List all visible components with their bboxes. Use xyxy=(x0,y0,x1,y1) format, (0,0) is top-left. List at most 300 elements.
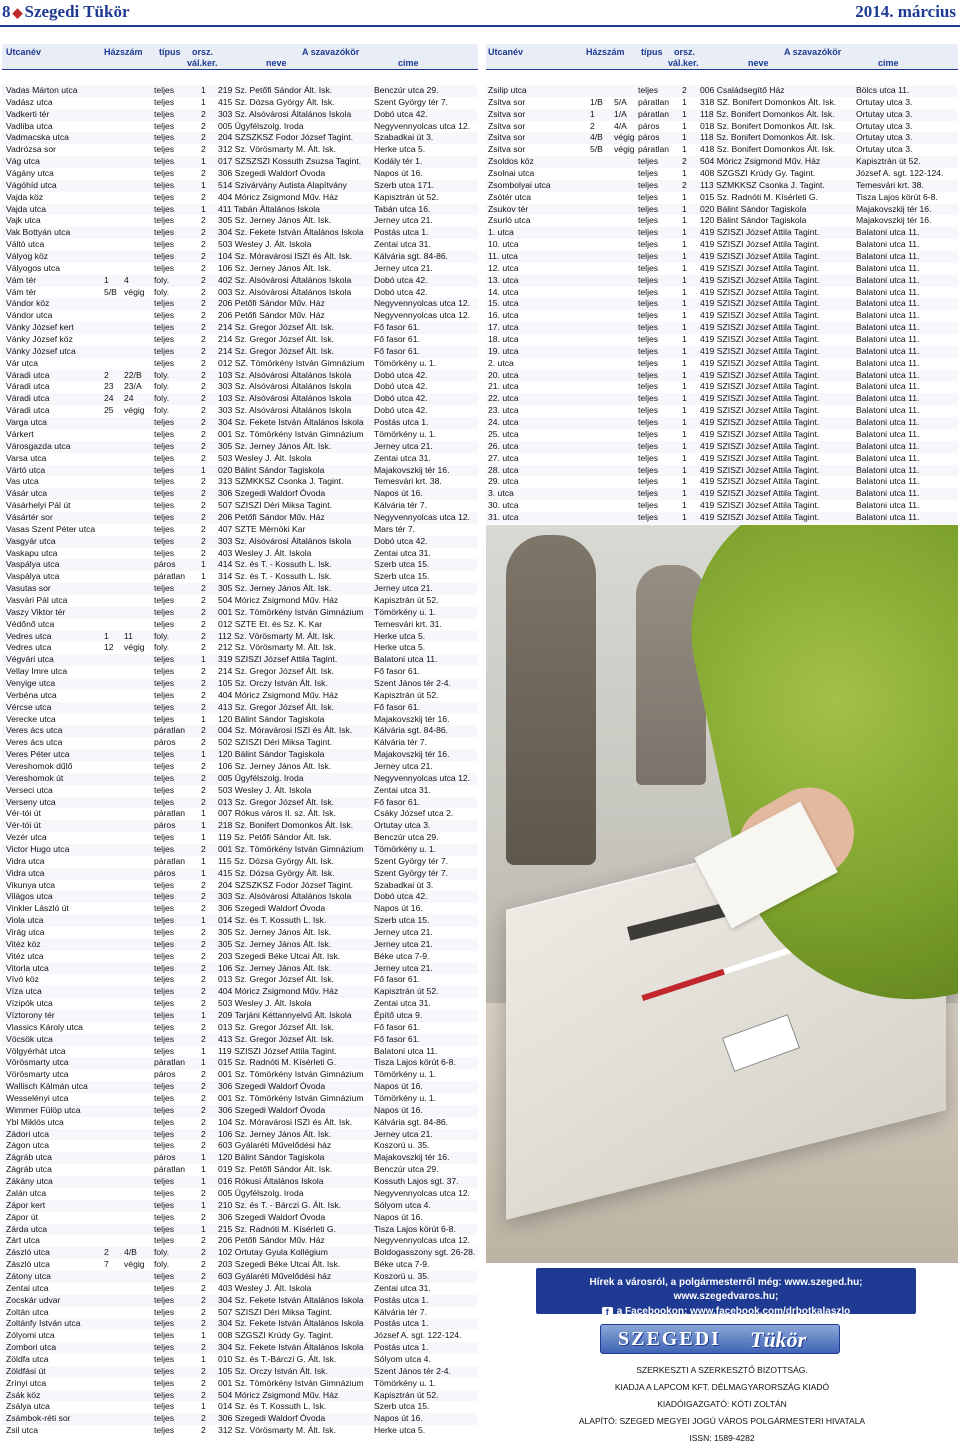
polling-station-address: Fő fasor 61. xyxy=(374,701,420,712)
street-name: Vadkerti tér xyxy=(6,108,50,119)
street-name: Vedres utca xyxy=(6,630,52,641)
electoral-district: 1 xyxy=(682,452,687,463)
electoral-district: 1 xyxy=(682,464,687,475)
house-to: végig xyxy=(124,286,145,297)
polling-station-address: Szerb utca 15. xyxy=(374,559,430,570)
street-name: Völgyérhát utca xyxy=(6,1045,66,1056)
polling-station-address: Szent György tér 7. xyxy=(374,867,449,878)
polling-station-address: Ortutay utca 3. xyxy=(856,144,913,155)
house-to: 11 xyxy=(124,630,133,641)
polling-station-name: 419 SZISZI József Attila Tagint. xyxy=(700,239,820,250)
polling-station-address: Jerney utca 21. xyxy=(374,215,433,226)
table-row xyxy=(2,998,478,1010)
header-district: A szavazókör xyxy=(784,47,842,57)
range-type: teljes xyxy=(154,417,175,428)
table-row xyxy=(2,358,478,370)
electoral-district: 2 xyxy=(201,962,206,973)
range-type: teljes xyxy=(638,262,659,273)
left-column xyxy=(2,44,478,1437)
street-name: Zsitva sor xyxy=(488,144,526,155)
street-name: Vadász utca xyxy=(6,96,53,107)
electoral-district: 2 xyxy=(201,677,206,688)
colophon xyxy=(486,1362,958,1442)
table-row xyxy=(2,287,478,299)
electoral-district: 1 xyxy=(201,749,206,760)
table-row xyxy=(2,1390,478,1402)
range-type: teljes xyxy=(154,1104,175,1115)
header-district-address: címe xyxy=(398,58,419,68)
street-name: Vártó utca xyxy=(6,464,46,475)
polling-station-address: Negyvennyolcas utca 12. xyxy=(374,310,471,321)
table-row xyxy=(486,227,958,239)
electoral-district: 2 xyxy=(201,1247,206,1258)
table-row xyxy=(2,1283,478,1295)
range-type: páratlan xyxy=(154,725,186,736)
electoral-district: 2 xyxy=(201,606,206,617)
polling-station-name: 306 Szegedi Waldorf Óvoda xyxy=(218,488,326,499)
polling-station-address: Kapisztrán út 52. xyxy=(374,594,439,605)
publication-name: Szegedi Tükör xyxy=(24,2,130,21)
polling-station-name: 306 Szegedi Waldorf Óvoda xyxy=(218,1104,326,1115)
table-row xyxy=(486,97,958,109)
street-name: Zsitva sor xyxy=(488,96,526,107)
street-name: Vércse utca xyxy=(6,701,52,712)
electoral-district: 2 xyxy=(201,1116,206,1127)
polling-station-address: Kodály tér 1. xyxy=(374,156,423,167)
polling-station-name: 112 Sz. Vörösmarty M. Ált. Isk. xyxy=(218,630,336,641)
house-from: 4/B xyxy=(590,132,603,143)
street-name: Zsolnai utca xyxy=(488,168,535,179)
polling-station-address: Majakovszkij tér 16. xyxy=(856,215,932,226)
electoral-district: 1 xyxy=(201,203,206,214)
polling-station-address: Ortutay utca 3. xyxy=(856,132,913,143)
polling-station-address: Postás utca 1. xyxy=(374,1318,429,1329)
electoral-district: 2 xyxy=(201,1021,206,1032)
range-type: teljes xyxy=(154,1093,175,1104)
table-row xyxy=(2,939,478,951)
electoral-district: 1 xyxy=(201,867,206,878)
electoral-district: 1 xyxy=(682,310,687,321)
polling-station-name: 214 Sz. Gregor József Ált. Isk. xyxy=(218,334,335,345)
street-name: Zsámbok-réti sor xyxy=(6,1413,71,1424)
polling-station-address: Jerney utca 21. xyxy=(374,927,433,938)
street-name: Zsitva sor xyxy=(488,132,526,143)
table-row xyxy=(2,725,478,737)
polling-station-name: 106 Sz. Jerney János Ált. Isk. xyxy=(218,1128,332,1139)
electoral-district: 1 xyxy=(682,345,687,356)
polling-station-name: 306 Szegedi Waldorf Óvoda xyxy=(218,1211,326,1222)
table-row xyxy=(2,298,478,310)
polling-station-address: Zentai utca 31. xyxy=(374,1282,431,1293)
polling-station-name: 419 SZISZI József Attila Tagint. xyxy=(700,488,820,499)
range-type: teljes xyxy=(154,547,175,558)
range-type: foly. xyxy=(154,1259,170,1270)
polling-station-address: Napos út 16. xyxy=(374,1081,423,1092)
street-name: Veres ács utca xyxy=(6,737,63,748)
electoral-district: 2 xyxy=(201,1104,206,1115)
polling-station-address: József A. sgt. 122-124. xyxy=(374,1330,462,1341)
header-electoral: orsz. xyxy=(192,47,214,57)
left-table-header xyxy=(2,44,478,70)
table-row xyxy=(2,227,478,239)
polling-station-name: 419 SZISZI József Attila Tagint. xyxy=(700,286,820,297)
range-type: páratlan xyxy=(638,96,670,107)
range-type: teljes xyxy=(154,760,175,771)
table-row xyxy=(2,844,478,856)
range-type: teljes xyxy=(154,488,175,499)
range-type: teljes xyxy=(638,156,659,167)
polling-station-name: 306 Szegedi Waldorf Óvoda xyxy=(218,1413,326,1424)
polling-station-address: Napos út 16. xyxy=(374,1211,423,1222)
electoral-district: 2 xyxy=(201,168,206,179)
street-name: Vereshomok út xyxy=(6,772,64,783)
polling-station-name: 411 Tabán Általános Iskola xyxy=(218,203,320,214)
street-name: 24. utca xyxy=(488,417,519,428)
table-row xyxy=(2,808,478,820)
electoral-district: 1 xyxy=(201,571,206,582)
house-from: 1 xyxy=(104,274,109,285)
table-row xyxy=(2,654,478,666)
table-row xyxy=(2,1093,478,1105)
polling-station-name: 507 SZISZI Déri Miksa Tagint. xyxy=(218,500,332,511)
table-row xyxy=(2,583,478,595)
ballot-photo xyxy=(486,525,958,1263)
range-type: teljes xyxy=(154,1294,175,1305)
table-row xyxy=(2,820,478,832)
range-type: teljes xyxy=(638,464,659,475)
range-type: teljes xyxy=(154,891,175,902)
electoral-district: 2 xyxy=(201,500,206,511)
table-row xyxy=(486,215,958,227)
electoral-district: 2 xyxy=(201,903,206,914)
polling-station-name: 203 Szegedi Béke Utcai Ált. Isk. xyxy=(218,1259,341,1270)
electoral-district: 2 xyxy=(201,322,206,333)
range-type: páros xyxy=(154,559,176,570)
polling-station-address: Szabadkai út 3. xyxy=(374,879,434,890)
range-type: foly. xyxy=(154,381,170,392)
street-name: 11. utca xyxy=(488,251,518,262)
table-row xyxy=(2,1034,478,1046)
street-name: Zsitva sor xyxy=(488,120,526,131)
table-row xyxy=(2,785,478,797)
polling-station-address: Szerb utca 15. xyxy=(374,1401,430,1412)
range-type: teljes xyxy=(638,511,659,522)
range-type: teljes xyxy=(154,440,175,451)
polling-station-address: Tömörkény u. 1. xyxy=(374,606,437,617)
polling-station-address: Balatoni utca 11. xyxy=(856,251,920,262)
polling-station-name: 118 Sz. Bonifert Domonkos Ált. Isk. xyxy=(700,108,835,119)
electoral-district: 2 xyxy=(201,1093,206,1104)
polling-station-address: Balatoni utca 11. xyxy=(856,405,920,416)
polling-station-name: 419 SZISZI József Attila Tagint. xyxy=(700,310,820,321)
table-row xyxy=(2,263,478,275)
polling-station-name: 218 Sz. Bonifert Domonkos Ált. Isk. xyxy=(218,820,354,831)
range-type: teljes xyxy=(154,334,175,345)
polling-station-address: Majakovszkij tér 16. xyxy=(856,203,932,214)
table-row xyxy=(486,180,958,192)
electoral-district: 2 xyxy=(201,1389,206,1400)
table-row xyxy=(2,1224,478,1236)
electoral-district: 2 xyxy=(201,1081,206,1092)
electoral-district: 2 xyxy=(682,179,687,190)
polling-station-name: 113 SZMKKSZ Csonka J. Tagint. xyxy=(700,179,825,190)
range-type: teljes xyxy=(638,215,659,226)
table-row xyxy=(2,880,478,892)
electoral-district: 2 xyxy=(201,844,206,854)
street-name: 18. utca xyxy=(488,334,519,345)
street-name: Zsombolyai utca xyxy=(488,179,551,190)
polling-station-name: 408 SZGSZI Krúdy Gy. Tagint. xyxy=(700,168,816,179)
polling-station-address: Szent György tér 7. xyxy=(374,96,449,107)
range-type: foly. xyxy=(154,1247,170,1258)
street-name: Wallisch Kálmán utca xyxy=(6,1081,88,1092)
polling-station-name: 203 Szegedi Béke Utcai Ált. Isk. xyxy=(218,950,341,961)
electoral-district: 2 xyxy=(201,1211,206,1222)
polling-station-name: 005 Ügyfélszolg. Iroda xyxy=(218,772,304,783)
table-row xyxy=(486,465,958,477)
table-row xyxy=(2,132,478,144)
polling-station-name: 419 SZISZI József Attila Tagint. xyxy=(700,476,820,487)
polling-station-address: Balatoni utca 11. xyxy=(856,239,920,250)
range-type: teljes xyxy=(638,381,659,392)
electoral-district: 2 xyxy=(201,1342,206,1353)
polling-station-name: 413 Sz. Gregor József Ált. Isk. xyxy=(218,1033,335,1044)
table-row xyxy=(486,144,958,156)
polling-station-address: Dobó utca 42. xyxy=(374,369,428,380)
polling-station-address: Jerney utca 21. xyxy=(374,962,433,973)
house-from: 24 xyxy=(104,393,114,404)
street-name: Veres ács utca xyxy=(6,725,63,736)
polling-station-name: 514 Szivárvány Autista Alapítvány xyxy=(218,179,347,190)
range-type: teljes xyxy=(154,974,175,985)
page-header-left xyxy=(2,0,130,25)
polling-station-address: Tisza Lajos körút 6-8. xyxy=(856,191,938,202)
polling-station-name: 303 Sz. Alsóvárosi Általános Iskola xyxy=(218,535,352,546)
polling-station-address: Dobó utca 42. xyxy=(374,535,428,546)
electoral-district: 1 xyxy=(201,464,206,475)
table-row xyxy=(2,868,478,880)
polling-station-name: 020 Bálint Sándor Tagiskola xyxy=(700,203,807,214)
colophon-line: KIADÓIGAZGATÓ: KÓTI ZOLTÁN xyxy=(657,1399,787,1409)
polling-station-address: Boldogasszony sgt. 26-28. xyxy=(374,1247,476,1258)
table-row xyxy=(486,287,958,299)
street-name: Várkert xyxy=(6,428,34,439)
polling-station-name: 206 Petőfi Sándor Műv. Ház xyxy=(218,511,325,522)
polling-station-name: 005 Ügyfélszolg. Iroda xyxy=(218,1187,304,1198)
polling-station-address: Koszorú u. 35. xyxy=(374,1140,430,1151)
range-type: teljes xyxy=(638,239,659,250)
header-type: típus xyxy=(159,47,181,57)
polling-station-name: 415 Sz. Dózsa György Ált. Isk. xyxy=(218,867,335,878)
range-type: teljes xyxy=(154,1235,175,1246)
polling-station-name: 015 Sz. Radnóti M. Kísérleti G. xyxy=(218,1057,336,1068)
range-type: teljes xyxy=(154,962,175,973)
street-name: 13. utca xyxy=(488,274,519,285)
table-row xyxy=(2,1200,478,1212)
electoral-district: 2 xyxy=(201,547,206,558)
polling-station-name: 013 Sz. Gregor József Ált. Isk. xyxy=(218,974,335,985)
header-electoral: orsz. xyxy=(674,47,696,57)
header-electoral-sub: vál.ker. xyxy=(668,58,699,68)
polling-station-address: Kálvária sgt. 84-86. xyxy=(374,725,449,736)
electoral-district: 1 xyxy=(682,405,687,416)
electoral-district: 2 xyxy=(201,1377,206,1388)
polling-station-address: Tömörkény u. 1. xyxy=(374,428,437,439)
polling-station-address: Kapisztrán út 52. xyxy=(374,689,439,700)
range-type: teljes xyxy=(638,345,659,356)
electoral-district: 1 xyxy=(201,820,206,831)
electoral-district: 2 xyxy=(201,1282,206,1293)
table-row xyxy=(2,393,478,405)
range-type: teljes xyxy=(154,1128,175,1139)
street-name: Zocskár udvar xyxy=(6,1294,61,1305)
polling-station-name: 103 Sz. Alsóvárosi Általános Iskola xyxy=(218,393,352,404)
table-row xyxy=(486,405,958,417)
electoral-district: 1 xyxy=(682,96,687,107)
electoral-district: 2 xyxy=(201,772,206,783)
range-type: teljes xyxy=(154,677,175,688)
polling-station-address: Balatoni utca 11. xyxy=(374,654,438,665)
polling-station-name: 403 Wesley J. Ált. Iskola xyxy=(218,547,312,558)
table-row xyxy=(2,559,478,571)
polling-station-name: 419 SZISZI József Attila Tagint. xyxy=(700,262,820,273)
polling-station-name: 006 Családsegítő Ház xyxy=(700,85,785,95)
polling-station-name: 104 Sz. Móravárosi ISZI és Ált. Isk. xyxy=(218,1116,353,1127)
table-row xyxy=(486,429,958,441)
range-type: páros xyxy=(154,1152,176,1163)
polling-station-name: 012 SZTE Et. és Sz. K. Kar xyxy=(218,618,323,629)
table-row xyxy=(2,951,478,963)
street-name: Zárt utca xyxy=(6,1235,40,1246)
polling-station-address: Dobó utca 42. xyxy=(374,274,428,285)
polling-station-name: 413 Sz. Gregor József Ált. Isk. xyxy=(218,701,335,712)
polling-station-address: Balatoni utca 11. xyxy=(856,369,920,380)
range-type: foly. xyxy=(154,630,170,641)
polling-station-name: 303 Sz. Alsóvárosi Általános Iskola xyxy=(218,381,352,392)
electoral-district: 2 xyxy=(201,215,206,226)
street-name: Vellay Imre utca xyxy=(6,666,68,677)
range-type: teljes xyxy=(154,85,175,95)
polling-station-address: Balatoni utca 11. xyxy=(856,440,920,451)
street-name: Vidra utca xyxy=(6,867,45,878)
range-type: teljes xyxy=(154,1270,175,1281)
polling-station-name: 304 Sz. Fekete István Általános Iskola xyxy=(218,1318,364,1329)
electoral-district: 1 xyxy=(201,156,206,167)
range-type: teljes xyxy=(154,239,175,250)
polling-station-address: Jerney utca 21. xyxy=(374,440,433,451)
table-row xyxy=(2,891,478,903)
electoral-district: 2 xyxy=(201,1294,206,1305)
polling-station-address: Balatoni utca 11. xyxy=(856,393,920,404)
table-row xyxy=(486,346,958,358)
electoral-district: 1 xyxy=(682,369,687,380)
table-row xyxy=(2,1069,478,1081)
range-type: teljes xyxy=(154,1010,175,1021)
range-type: teljes xyxy=(154,179,175,190)
polling-station-address: Tisza Lajos körút 6-8. xyxy=(374,1057,456,1068)
electoral-district: 1 xyxy=(201,1330,206,1341)
electoral-district: 2 xyxy=(201,891,206,902)
range-type: teljes xyxy=(638,191,659,202)
table-row xyxy=(486,370,958,382)
range-type: páros xyxy=(638,120,660,131)
table-row xyxy=(2,1378,478,1390)
polling-station-name: 115 Sz. Dózsa György Ált. Isk. xyxy=(218,855,334,866)
polling-station-address: Dobó utca 42. xyxy=(374,286,428,297)
polling-station-name: 305 Sz. Jerney János Ált. Isk. xyxy=(218,215,332,226)
range-type: páratlan xyxy=(154,808,186,819)
electoral-district: 2 xyxy=(201,108,206,119)
polling-station-address: Zentai utca 31. xyxy=(374,547,431,558)
range-type: foly. xyxy=(154,405,170,416)
street-name: Városgazda utca xyxy=(6,440,71,451)
street-name: Vasas Szent Péter utca xyxy=(6,523,96,534)
street-name: Váradi utca xyxy=(6,369,50,380)
street-name: Ybl Miklós utca xyxy=(6,1116,64,1127)
polling-station-name: 312 Sz. Vörösmarty M. Ált. Isk. xyxy=(218,1425,336,1436)
range-type: teljes xyxy=(154,523,175,534)
street-name: Zágon utca xyxy=(6,1140,49,1151)
range-type: teljes xyxy=(638,452,659,463)
electoral-district: 2 xyxy=(201,1259,206,1270)
range-type: teljes xyxy=(154,357,175,368)
street-name: Zákány utca xyxy=(6,1176,53,1187)
range-type: teljes xyxy=(154,903,175,914)
electoral-district: 2 xyxy=(201,666,206,677)
range-type: teljes xyxy=(154,784,175,795)
table-row xyxy=(2,334,478,346)
street-name: Zalán utca xyxy=(6,1187,47,1198)
polling-station-name: 106 Sz. Jerney János Ált. Isk. xyxy=(218,760,332,771)
street-name: Vitéz köz xyxy=(6,938,41,949)
polling-station-name: 503 Wesley J. Ált. Iskola xyxy=(218,998,312,1009)
electoral-district: 1 xyxy=(682,428,687,439)
table-row xyxy=(486,132,958,144)
polling-station-address: Szerb utca 171. xyxy=(374,179,435,190)
range-type: teljes xyxy=(638,298,659,309)
polling-station-name: 303 Sz. Alsóvárosi Általános Iskola xyxy=(218,405,352,416)
table-row xyxy=(2,974,478,986)
polling-station-name: 219 Sz. Petőfi Sándor Ált. Isk. xyxy=(218,85,333,95)
street-name: Vezér utca xyxy=(6,832,47,843)
polling-station-name: 403 Wesley J. Ált. Iskola xyxy=(218,1282,312,1293)
electoral-district: 1 xyxy=(682,132,687,143)
street-name: Vasutas sor xyxy=(6,583,51,594)
range-type: teljes xyxy=(154,1176,175,1187)
street-name: Zsálya utca xyxy=(6,1401,50,1412)
electoral-district: 1 xyxy=(682,334,687,345)
electoral-district: 2 xyxy=(201,144,206,155)
table-row xyxy=(486,512,958,524)
street-name: Vér-tói út xyxy=(6,808,41,819)
polling-station-name: 105 Sz. Orczy István Ált. Isk. xyxy=(218,677,328,688)
street-name: Vám tér xyxy=(6,274,37,285)
polling-station-address: Jerney utca 21. xyxy=(374,583,433,594)
polling-station-name: 305 Sz. Jerney János Ált. Isk. xyxy=(218,583,332,594)
table-row xyxy=(486,192,958,204)
street-name: 30. utca xyxy=(488,500,519,511)
electoral-district: 1 xyxy=(682,488,687,499)
electoral-district: 2 xyxy=(201,1306,206,1317)
table-row xyxy=(2,1188,478,1200)
polling-station-address: Benczúr utca 29. xyxy=(374,1164,439,1175)
polling-station-address: Kálvária sgt. 84-86. xyxy=(374,1116,449,1127)
polling-station-address: József A. sgt. 122-124. xyxy=(856,168,944,179)
electoral-district: 2 xyxy=(201,298,206,309)
polling-station-address: Napos út 16. xyxy=(374,1104,423,1115)
polling-station-address: Balatoni utca 11. xyxy=(856,227,920,238)
electoral-district: 2 xyxy=(201,393,206,404)
